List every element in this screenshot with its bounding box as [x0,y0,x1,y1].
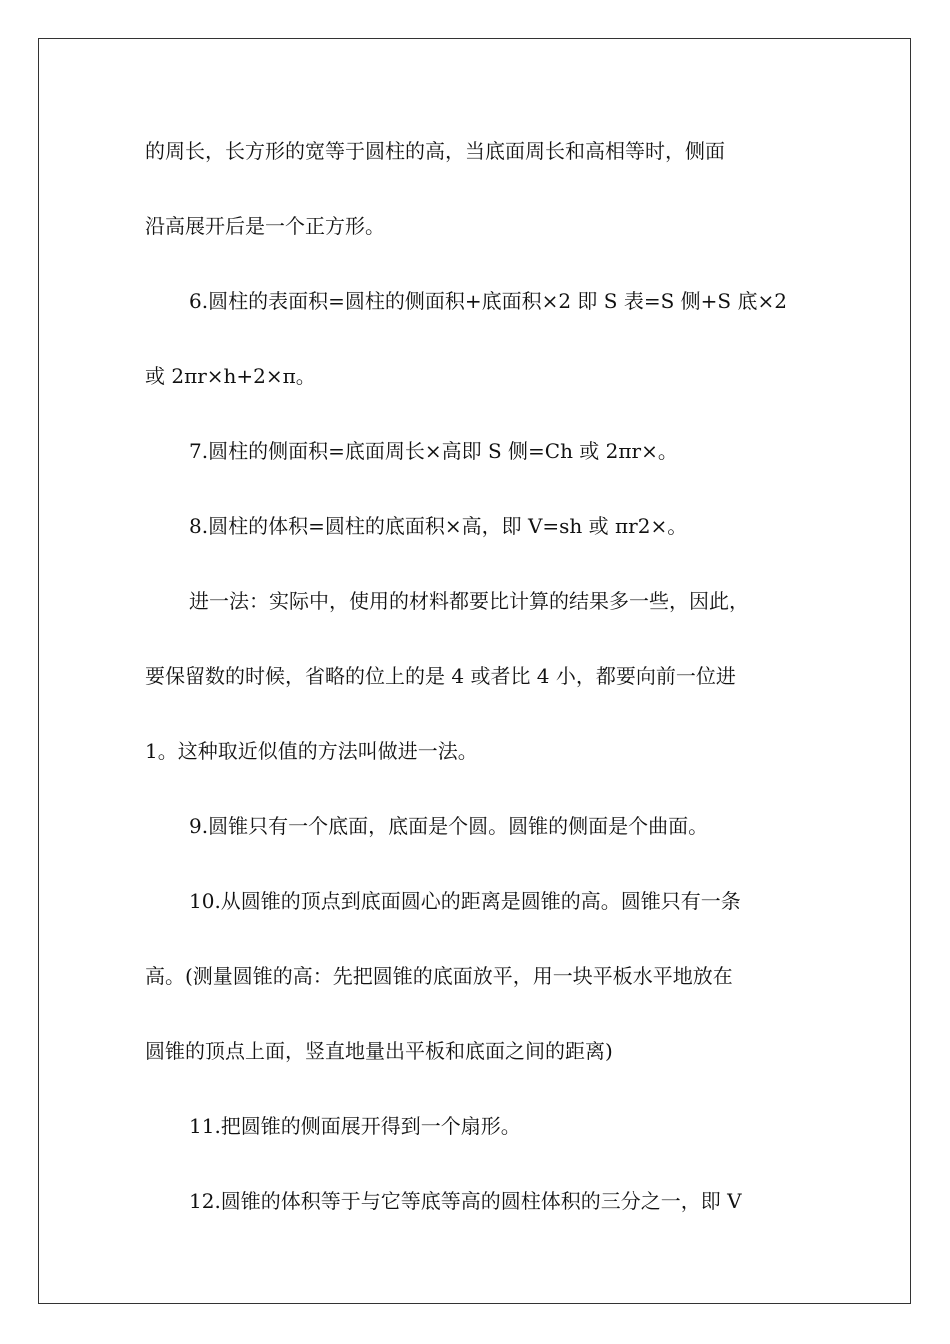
text-line: 9.圆锥只有一个底面，底面是个圆。圆锥的侧面是个曲面。 [189,814,709,838]
text-line: 沿高展开后是一个正方形。 [145,214,385,238]
text-line: 的周长，长方形的宽等于圆柱的高，当底面周长和高相等时，侧面 [145,139,725,163]
text-line: 7.圆柱的侧面积=底面周长×高即 S 侧=Ch 或 2πr×。 [189,439,678,463]
text-line: 12.圆锥的体积等于与它等底等高的圆柱体积的三分之一，即 V [189,1189,742,1213]
text-line: 6.圆柱的表面积=圆柱的侧面积+底面积×2 即 S 表=S 侧+S 底×2 [189,289,787,313]
text-line: 高。(测量圆锥的高：先把圆锥的底面放平，用一块平板水平地放在 [145,964,733,988]
text-line: 要保留数的时候，省略的位上的是 4 或者比 4 小，都要向前一位进 [145,664,736,688]
text-line: 或 2πr×h+2×π。 [145,364,316,388]
text-line: 11.把圆锥的侧面展开得到一个扇形。 [189,1114,521,1138]
text-line: 圆锥的顶点上面，竖直地量出平板和底面之间的距离) [145,1039,613,1063]
text-line: 进一法：实际中，使用的材料都要比计算的结果多一些，因此， [189,589,749,613]
text-line: 8.圆柱的体积=圆柱的底面积×高，即 V=sh 或 πr2×。 [189,514,688,538]
text-line: 1。这种取近似值的方法叫做进一法。 [145,739,478,763]
text-line: 10.从圆锥的顶点到底面圆心的距离是圆锥的高。圆锥只有一条 [189,889,741,913]
